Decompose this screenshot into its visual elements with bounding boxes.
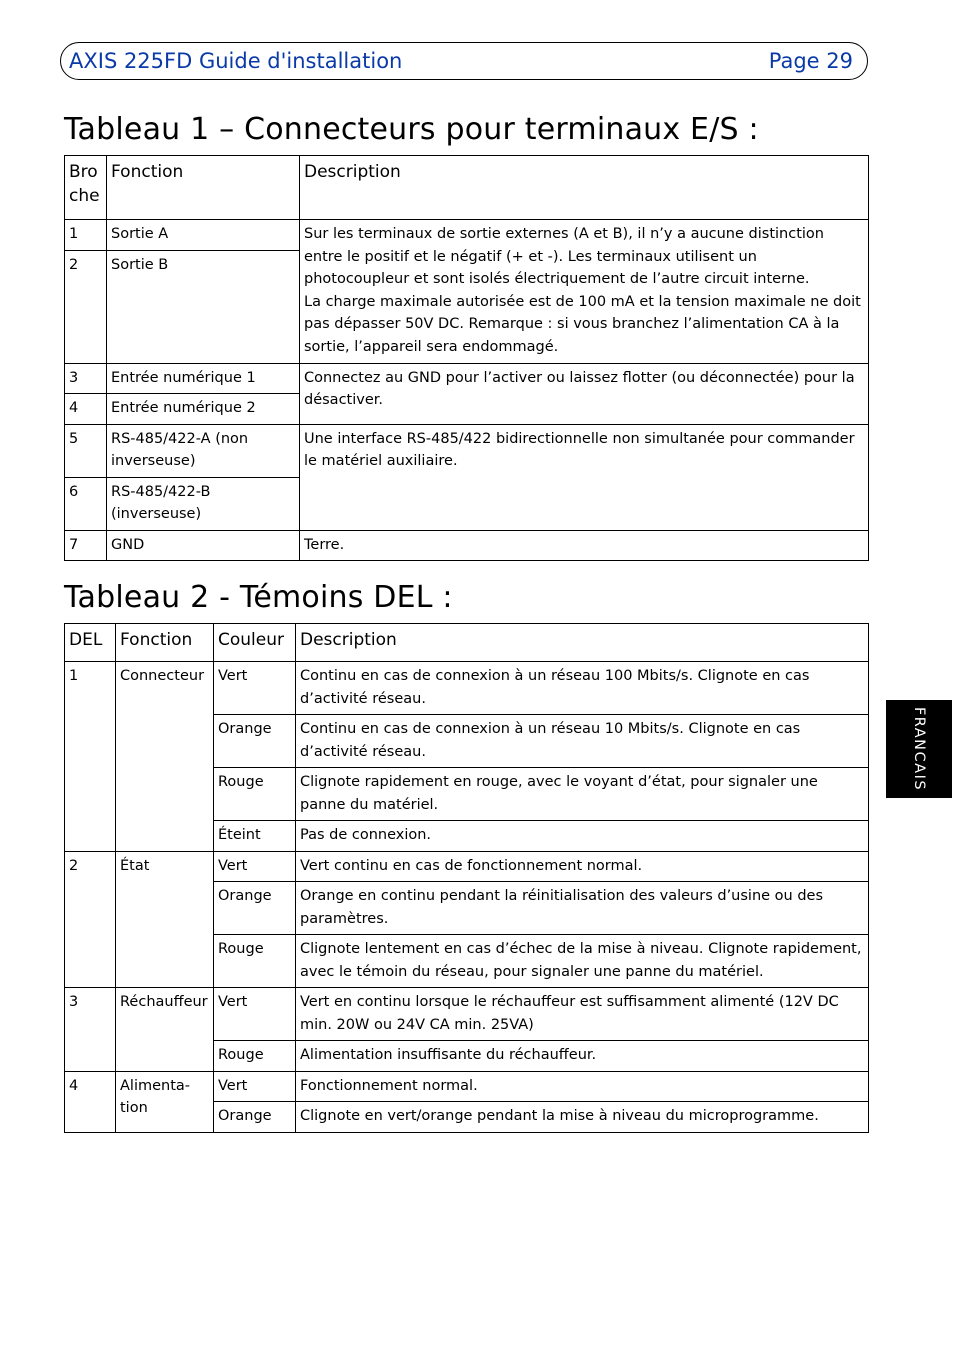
pin-cell: 4 xyxy=(65,394,107,425)
table-row xyxy=(65,530,869,561)
color-cell: Rouge xyxy=(214,1041,296,1072)
function-cell: Entrée numérique 2 xyxy=(107,394,300,425)
led-cell: 4 xyxy=(65,1071,116,1132)
function-cell: RS-485/422-B (inverseuse) xyxy=(107,477,300,530)
table-row xyxy=(65,363,869,394)
function-cell: État xyxy=(116,851,214,988)
function-cell: RS-485/422-A (non inverseuse) xyxy=(107,424,300,477)
description-cell: Clignote rapidement en rouge, avec le voyant d’état, pour signaler une panne du matériel. xyxy=(296,768,869,821)
column-header-description: Description xyxy=(300,156,869,220)
led-cell: 3 xyxy=(65,988,116,1072)
color-cell: Orange xyxy=(214,1102,296,1133)
color-cell: Orange xyxy=(214,715,296,768)
description-cell: Continu en cas de connexion à un réseau 100 Mbits/s. Clignote en cas d’activité réseau. xyxy=(296,662,869,715)
description-cell: Orange en continu pendant la réinitialisation des valeurs d’usine ou des paramètres. xyxy=(296,882,869,935)
description-cell: Fonctionnement normal. xyxy=(296,1071,869,1102)
description-cell: Alimentation insuffisante du réchauffeur. xyxy=(296,1041,869,1072)
function-cell: GND xyxy=(107,530,300,561)
table-row xyxy=(65,851,869,882)
function-cell: Connecteur xyxy=(116,662,214,852)
table2-title: Tableau 2 - Témoins DEL : xyxy=(64,580,453,615)
color-cell: Vert xyxy=(214,851,296,882)
color-cell: Vert xyxy=(214,1071,296,1102)
page-number: Page 29 xyxy=(768,49,853,73)
function-cell: Alimenta- tion xyxy=(116,1071,214,1132)
color-cell: Rouge xyxy=(214,935,296,988)
description-cell: Une interface RS-485/422 bidirectionnelle non simultanée pour commander le matériel auxiliaire. xyxy=(300,424,869,530)
description-cell xyxy=(300,220,869,364)
color-cell: Vert xyxy=(214,988,296,1041)
table-row xyxy=(65,988,869,1041)
pin-cell: 1 xyxy=(65,220,107,251)
description-cell: Continu en cas de connexion à un réseau 10 Mbits/s. Clignote en cas d’activité réseau. xyxy=(296,715,869,768)
table-row xyxy=(65,424,869,477)
pin-cell: 6 xyxy=(65,477,107,530)
io-connector-table xyxy=(64,155,869,561)
language-tab xyxy=(886,700,952,798)
page-header xyxy=(60,42,868,80)
description-cell: Clignote lentement en cas d’échec de la mise à niveau. Clignote rapidement, avec le témoin du réseau, pour signaler une panne du matériel. xyxy=(296,935,869,988)
document-title: AXIS 225FD Guide d'installation xyxy=(69,49,403,73)
pin-cell: 2 xyxy=(65,250,107,363)
color-cell: Vert xyxy=(214,662,296,715)
description-cell: Connectez au GND pour l’activer ou laissez flotter (ou déconnectée) pour la désactiver. xyxy=(300,363,869,424)
column-header-description: Description xyxy=(296,624,869,662)
column-header-function: Fonction xyxy=(107,156,300,220)
function-cell: Sortie A xyxy=(107,220,300,251)
table-row xyxy=(65,1071,869,1102)
function-cell: Sortie B xyxy=(107,250,300,363)
column-header-color: Couleur xyxy=(214,624,296,662)
table-row xyxy=(65,220,869,251)
description-cell: Vert en continu lorsque le réchauffeur est suffisamment alimenté (12V DC min. 20W ou 24V CA min. 25VA) xyxy=(296,988,869,1041)
table1-title: Tableau 1 – Connecteurs pour terminaux E/S : xyxy=(64,112,759,147)
description-paragraph: La charge maximale autorisée est de 100 mA et la tension maximale ne doit pas dépasser 50V DC. Remarque : si vous branchez l’alimentation CA à la sortie, l’appareil sera endommagé. xyxy=(304,293,861,355)
description-cell: Terre. xyxy=(300,530,869,561)
led-indicator-table xyxy=(64,623,869,1133)
table-header-row xyxy=(65,156,869,220)
pin-cell: 5 xyxy=(65,424,107,477)
pin-cell: 7 xyxy=(65,530,107,561)
color-cell: Éteint xyxy=(214,821,296,852)
column-header-led: DEL xyxy=(65,624,116,662)
description-cell: Pas de connexion. xyxy=(296,821,869,852)
function-cell: Entrée numérique 1 xyxy=(107,363,300,394)
color-cell: Orange xyxy=(214,882,296,935)
column-header-pin: Bro che xyxy=(65,156,107,220)
column-header-function: Fonction xyxy=(116,624,214,662)
led-cell: 2 xyxy=(65,851,116,988)
description-paragraph: Sur les terminaux de sortie externes (A et B), il n’y a aucune distinction entre le positif et le négatif (+ et -). Les terminaux utilisent un photocoupleur et sont isolés électriquement de l’autre circuit interne. xyxy=(304,226,824,287)
table-row xyxy=(65,662,869,715)
description-cell: Clignote en vert/orange pendant la mise à niveau du microprogramme. xyxy=(296,1102,869,1133)
color-cell: Rouge xyxy=(214,768,296,821)
led-cell: 1 xyxy=(65,662,116,852)
description-cell: Vert continu en cas de fonctionnement normal. xyxy=(296,851,869,882)
function-cell: Réchauffeur xyxy=(116,988,214,1072)
language-label: FRANCAIS xyxy=(911,706,927,792)
table-header-row xyxy=(65,624,869,662)
pin-cell: 3 xyxy=(65,363,107,394)
